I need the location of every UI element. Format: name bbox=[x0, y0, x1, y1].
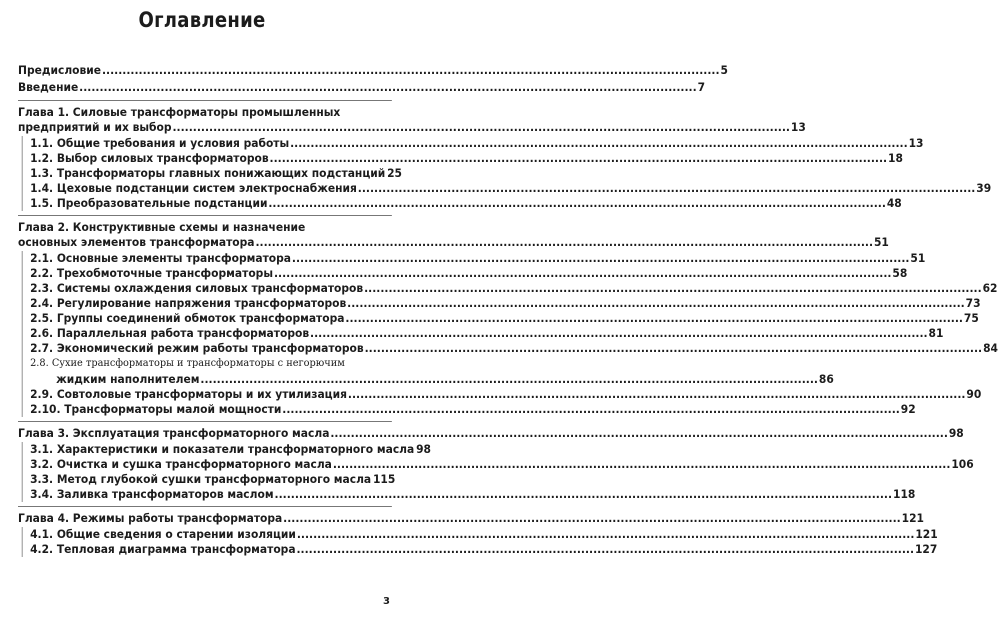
toc-chapter-3 bbox=[18, 425, 974, 502]
dot-leader bbox=[347, 296, 965, 311]
section-page: 118 bbox=[892, 486, 916, 501]
chapter-title-line: предприятий и их выбор bbox=[18, 120, 172, 134]
chapter-page: 98 bbox=[948, 425, 964, 440]
toc-section[interactable] bbox=[30, 471, 396, 487]
dot-leader bbox=[275, 487, 893, 502]
toc-section[interactable] bbox=[30, 196, 902, 211]
dot-leader bbox=[102, 62, 720, 79]
dot-leader bbox=[358, 181, 976, 196]
dot-leader bbox=[270, 151, 888, 166]
section-label: 2.6. Параллельная работа трансформаторов bbox=[30, 326, 310, 340]
section-list bbox=[22, 441, 974, 502]
section-list bbox=[22, 136, 992, 211]
toc-section[interactable] bbox=[30, 281, 998, 296]
toc-section[interactable] bbox=[30, 356, 834, 387]
dot-leader bbox=[333, 457, 951, 472]
toc-section[interactable] bbox=[30, 326, 944, 341]
chapter-title-line: Глава 4. Режимы работы трансформатора bbox=[18, 510, 283, 525]
toc-entry-introduction[interactable] bbox=[18, 79, 706, 96]
section-label: 4.1. Общие сведения о старении изоляции bbox=[30, 526, 296, 541]
toc-section[interactable] bbox=[30, 311, 979, 326]
toc-section[interactable] bbox=[30, 526, 938, 542]
chapter-title-line: Глава 3. Эксплуатация трансформаторного масла bbox=[18, 425, 330, 440]
dot-leader bbox=[79, 79, 697, 96]
section-page: 73 bbox=[965, 296, 981, 310]
section-page: 127 bbox=[914, 541, 938, 556]
toc-entry-preface[interactable] bbox=[18, 62, 728, 79]
chapter-title-line: основных элементов трансформатора bbox=[18, 235, 255, 249]
dot-leader bbox=[283, 511, 901, 526]
section-label: 1.1. Общие требования и условия работы bbox=[30, 136, 290, 150]
toc-chapter-1 bbox=[18, 105, 992, 211]
table-of-contents bbox=[18, 62, 998, 557]
dot-leader bbox=[290, 136, 908, 151]
toc-chapter-4 bbox=[18, 510, 938, 557]
page-number: 3 bbox=[383, 596, 390, 607]
dot-leader bbox=[274, 266, 892, 281]
toc-section[interactable] bbox=[30, 341, 998, 356]
dot-leader bbox=[255, 235, 873, 250]
dot-leader bbox=[292, 251, 910, 266]
toc-section[interactable] bbox=[30, 441, 431, 457]
section-page: 62 bbox=[982, 281, 998, 295]
dot-leader bbox=[172, 120, 790, 135]
toc-section[interactable] bbox=[30, 166, 402, 181]
page-title: Оглавление bbox=[138, 8, 266, 32]
section-continuation bbox=[56, 371, 834, 387]
section-label: 2.9. Совтоловые трансформаторы и их утилизация bbox=[30, 386, 347, 401]
section-label: 3.4. Заливка трансформаторов маслом bbox=[30, 486, 274, 501]
section-label: 2.3. Системы охлаждения силовых трансформаторов bbox=[30, 281, 364, 295]
section-list bbox=[22, 251, 998, 417]
section-page: 121 bbox=[915, 526, 938, 541]
toc-entry-page: 7 bbox=[697, 80, 706, 94]
section-label: 2.8. Сухие трансформаторы и трансформаторы с негорючим bbox=[30, 357, 345, 369]
toc-section[interactable] bbox=[30, 386, 982, 402]
chapter-page: 121 bbox=[901, 510, 925, 525]
section-page: 13 bbox=[908, 136, 924, 150]
section-label: 2.5. Группы соединений обмоток трансформатора bbox=[30, 311, 345, 325]
dot-leader bbox=[348, 387, 966, 402]
dot-leader bbox=[296, 542, 914, 557]
section-label: 1.3. Трансформаторы главных понижающих подстанций bbox=[30, 166, 386, 180]
divider bbox=[18, 100, 392, 101]
section-label: 2.2. Трехобмоточные трансформаторы bbox=[30, 266, 274, 280]
chapter-title-line[interactable]: Глава 2. Конструктивные схемы и назначение bbox=[18, 220, 306, 234]
section-label: 1.2. Выбор силовых трансформаторов bbox=[30, 151, 269, 165]
section-label: 1.4. Цеховые подстанции систем электроснабжения bbox=[30, 181, 357, 195]
toc-entry-label: Введение bbox=[18, 80, 79, 94]
chapter-title-row[interactable] bbox=[18, 425, 964, 441]
chapter-page: 13 bbox=[790, 120, 806, 134]
dot-leader bbox=[364, 281, 982, 296]
section-page: 18 bbox=[888, 151, 903, 165]
section-page: 25 bbox=[387, 166, 402, 180]
toc-chapter-2 bbox=[18, 220, 998, 417]
chapter-title-row[interactable] bbox=[18, 510, 925, 526]
section-page: 115 bbox=[372, 471, 396, 486]
toc-section[interactable] bbox=[30, 296, 981, 311]
dot-leader bbox=[200, 372, 818, 387]
toc-section[interactable] bbox=[30, 401, 916, 417]
section-page: 106 bbox=[951, 456, 974, 471]
section-label: 3.3. Метод глубокой сушки трансформаторного масла bbox=[30, 471, 372, 486]
toc-entry-page: 5 bbox=[720, 63, 728, 77]
chapter-page: 51 bbox=[873, 235, 889, 249]
section-page: 75 bbox=[963, 311, 979, 325]
section-page: 86 bbox=[818, 371, 834, 386]
toc-section[interactable] bbox=[30, 151, 903, 166]
toc-section[interactable] bbox=[30, 136, 924, 151]
toc-section[interactable] bbox=[30, 456, 974, 472]
chapter-title-row[interactable] bbox=[18, 120, 806, 135]
chapter-title-line[interactable]: Глава 1. Силовые трансформаторы промышленных bbox=[18, 105, 341, 119]
chapter-title-row[interactable] bbox=[18, 235, 889, 250]
section-page: 84 bbox=[983, 341, 998, 355]
toc-section[interactable] bbox=[30, 266, 908, 281]
section-label: 2.7. Экономический режим работы трансформаторов bbox=[30, 341, 364, 355]
toc-section[interactable] bbox=[30, 251, 926, 266]
section-label: 2.1. Основные элементы трансформатора bbox=[30, 251, 291, 265]
section-label: 1.5. Преобразовательные подстанции bbox=[30, 196, 268, 210]
section-page: 39 bbox=[976, 181, 992, 195]
section-label: 2.10. Трансформаторы малой мощности bbox=[30, 401, 282, 416]
section-label-continued: жидким наполнителем bbox=[56, 371, 200, 386]
divider bbox=[18, 215, 392, 216]
dot-leader bbox=[282, 402, 900, 417]
section-page: 81 bbox=[928, 326, 944, 340]
toc-section[interactable] bbox=[30, 181, 992, 196]
section-page: 48 bbox=[886, 196, 902, 210]
toc-entry-label: Предисловие bbox=[18, 63, 102, 77]
dot-leader bbox=[297, 527, 915, 542]
dot-leader bbox=[330, 426, 948, 441]
toc-section[interactable] bbox=[30, 486, 916, 502]
section-page: 90 bbox=[966, 386, 982, 401]
dot-leader bbox=[268, 196, 886, 211]
section-page: 51 bbox=[910, 251, 926, 265]
dot-leader bbox=[365, 341, 983, 356]
section-page: 92 bbox=[900, 401, 916, 416]
dot-leader bbox=[345, 311, 963, 326]
section-label: 2.4. Регулирование напряжения трансформаторов bbox=[30, 296, 347, 310]
section-label: 4.2. Тепловая диаграмма трансформатора bbox=[30, 541, 296, 556]
dot-leader bbox=[310, 326, 928, 341]
section-page: 98 bbox=[416, 441, 431, 456]
section-page: 58 bbox=[892, 266, 908, 280]
section-list bbox=[22, 526, 938, 557]
divider bbox=[18, 421, 392, 422]
section-label: 3.2. Очистка и сушка трансформаторного масла bbox=[30, 456, 332, 471]
toc-section[interactable] bbox=[30, 541, 938, 557]
section-label: 3.1. Характеристики и показатели трансформаторного масла bbox=[30, 441, 415, 456]
divider bbox=[18, 506, 392, 507]
